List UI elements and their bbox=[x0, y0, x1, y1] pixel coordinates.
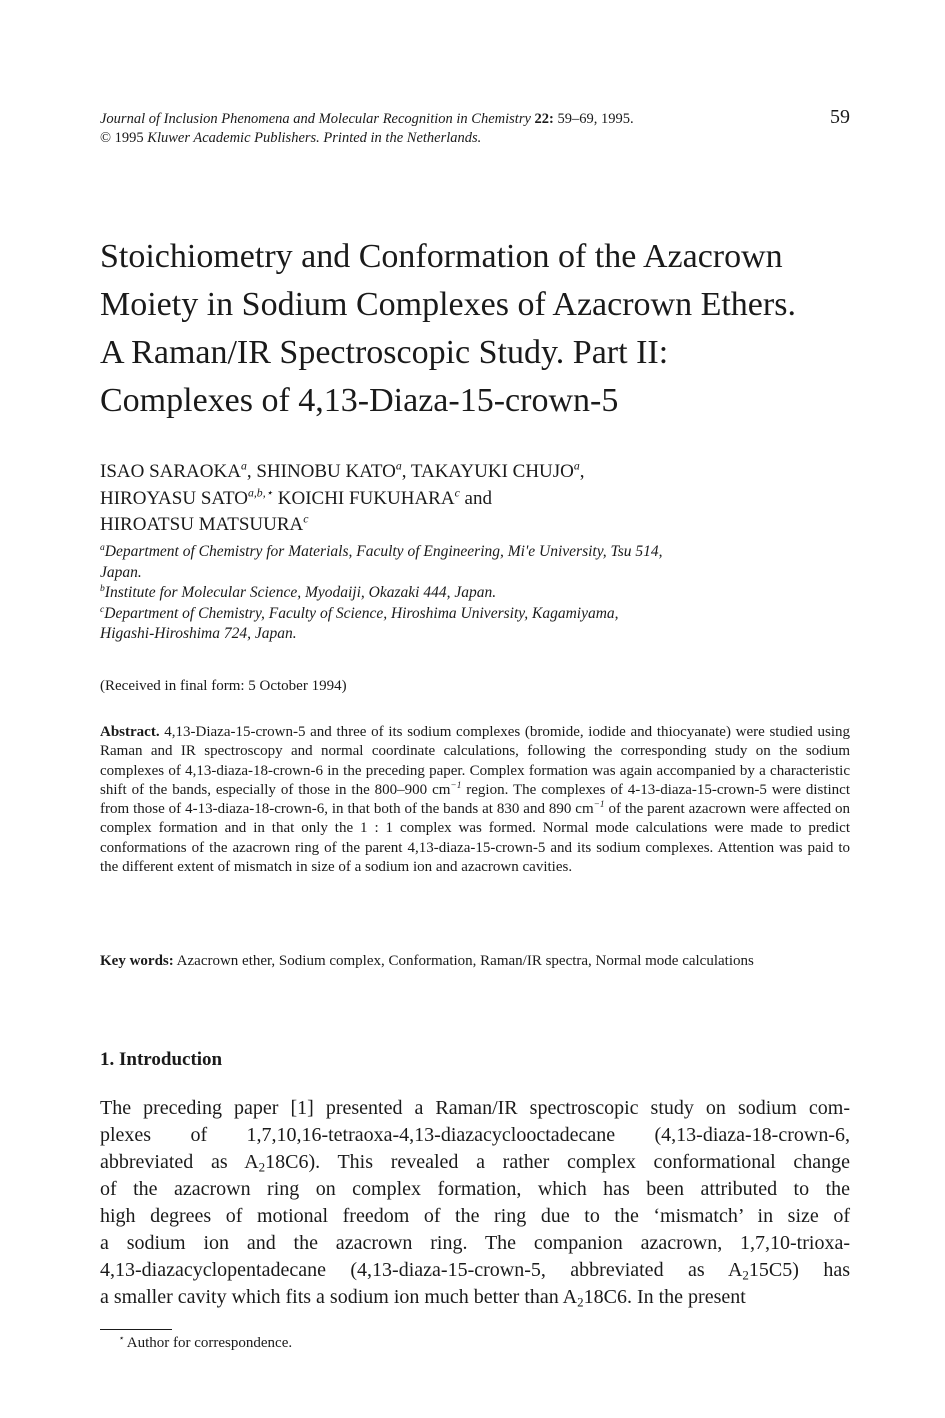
unit-sup: −1 bbox=[593, 800, 605, 811]
body-text: a smaller cavity which fits a sodium ion much better than A bbox=[100, 1286, 578, 1308]
subscript: 2 bbox=[577, 1294, 584, 1310]
body-line: of the azacrown ring on complex formation, which has been attributed to the bbox=[100, 1178, 850, 1200]
affil-sup: a bbox=[100, 541, 105, 553]
abstract-text: region. The complexes of 4-13-diaza-15-crown-5 were distinct from those of 4-13-diaza-18-crown-6, in that both of the bands at 830 and 890 cm bbox=[100, 781, 850, 818]
title-line: Moiety in Sodium Complexes of Azacrown Ethers. bbox=[100, 286, 796, 323]
footnote-text: Author for correspondence. bbox=[123, 1335, 293, 1351]
author-sup: a,b,⋆ bbox=[247, 486, 273, 500]
affiliation-line: Higashi-Hiroshima 724, Japan. bbox=[100, 625, 297, 642]
footnote bbox=[118, 1335, 292, 1352]
abstract-text: 4,13-Diaza-15-crown-5 and three of its sodium complexes (bromide, iodide and thiocyanate) were studied using Raman and IR spectroscopy and normal coordinate calculations, following the corresponding study on the sodium complexes of 4,13-diaza-18-crown-6 in the preceding paper. Complex formation was again accompanied by a characteristic shift of the bands, especially of those in the 800–900 cm bbox=[100, 724, 850, 798]
copyright: © 1995 bbox=[100, 130, 148, 146]
title-line: Stoichiometry and Conformation of the Azacrown bbox=[100, 238, 783, 275]
body-line bbox=[100, 1284, 850, 1311]
publisher: Kluwer Academic Publishers. Printed in the Netherlands. bbox=[147, 130, 482, 146]
body-line bbox=[100, 1149, 850, 1176]
body-text: abbreviated as A bbox=[100, 1151, 259, 1173]
journal-citation bbox=[100, 110, 845, 129]
affiliation-text: Institute for Molecular Science, Myodaiji, Okazaki 444, Japan. bbox=[104, 584, 497, 601]
journal-pages: 59–69, 1995. bbox=[553, 111, 634, 127]
body-text: 18C6). This revealed a rather complex conformational change bbox=[265, 1151, 850, 1173]
keywords-text: Azacrown ether, Sodium complex, Conformation, Raman/IR spectra, Normal mode calculations bbox=[173, 953, 754, 969]
author-line bbox=[100, 512, 860, 539]
footnote-rule bbox=[100, 1329, 172, 1330]
author-sup: a bbox=[395, 459, 402, 473]
received-date: (Received in final form: 5 October 1994) bbox=[100, 678, 347, 694]
author-name: , SHINOBU KATO bbox=[246, 461, 396, 482]
author-name: HIROYASU SATO bbox=[100, 487, 248, 509]
paper-title bbox=[100, 233, 860, 425]
affiliation-text: Department of Chemistry for Materials, Faculty of Engineering, Mi'e University, Tsu 514, bbox=[104, 543, 663, 560]
author-name: HIROATSU MATSUURA bbox=[100, 514, 304, 535]
affil-sup: b bbox=[100, 582, 105, 594]
body-text: 15C5) has bbox=[748, 1259, 850, 1281]
body-line bbox=[100, 1257, 850, 1284]
affil-sup: c bbox=[100, 603, 105, 615]
journal-header bbox=[100, 110, 845, 148]
affiliation-text: Department of Chemistry, Faculty of Science, Hiroshima University, Kagamiyama, bbox=[104, 604, 619, 622]
author-sep: , bbox=[579, 461, 585, 482]
body-text: 18C6. In the present bbox=[583, 1286, 746, 1308]
author-sup: c bbox=[454, 486, 460, 500]
keywords bbox=[100, 952, 850, 971]
subscript: 2 bbox=[258, 1159, 266, 1175]
abstract-text: of the parent azacrown were affected on complex formation and in that only the 1 : 1 complex was formed. Normal mode calculations were made to predict conformations of the azacrown ring of the parent 4,13-diaza-15-crown-5 and its sodium complexes. Attention was paid to the different extent of mismatch in size of a sodium ion and azacrown cavities. bbox=[100, 801, 851, 876]
body-text: 4,13-diazacyclopentadecane (4,13-diaza-15-crown-5, abbreviated as A bbox=[100, 1259, 743, 1281]
unit-sup: −1 bbox=[450, 780, 462, 791]
footnote-mark: ⋆ bbox=[118, 1334, 124, 1344]
body-line: high degrees of motional freedom of the ring due to the ‘mismatch’ in size of bbox=[100, 1205, 850, 1227]
journal-volume: 22: bbox=[534, 111, 554, 127]
title-line: A Raman/IR Spectroscopic Study. Part II: bbox=[100, 334, 669, 371]
author-sup: c bbox=[303, 512, 309, 526]
body-line: plexes of 1,7,10,16-tetraoxa-4,13-diazacyclooctadecane (4,13-diaza-18-crown-6, bbox=[100, 1124, 850, 1146]
author-line bbox=[100, 459, 860, 486]
author-sup: a bbox=[573, 459, 580, 473]
author-name: KOICHI FUKUHARA bbox=[273, 487, 455, 509]
abstract-label: Abstract. bbox=[100, 724, 160, 740]
author-line bbox=[100, 486, 860, 513]
affiliation-line bbox=[100, 583, 860, 604]
keywords-label: Key words: bbox=[100, 953, 174, 969]
affiliation-line bbox=[100, 604, 860, 625]
author-name: ISAO SARAOKA bbox=[100, 461, 241, 482]
page-number: 59 bbox=[830, 106, 850, 128]
title-line: Complexes of 4,13-Diaza-15-crown-5 bbox=[100, 382, 619, 419]
body-line: a sodium ion and the azacrown ring. The companion azacrown, 1,7,10-trioxa- bbox=[100, 1232, 850, 1254]
journal-name: Journal of Inclusion Phenomena and Molecular Recognition in Chemistry bbox=[100, 111, 531, 127]
affiliation-line bbox=[100, 542, 860, 563]
copyright-line bbox=[100, 129, 845, 148]
author-sep: and bbox=[459, 487, 492, 509]
body-line: The preceding paper [1] presented a Raman/IR spectroscopic study on sodium com- bbox=[100, 1097, 850, 1119]
author-list bbox=[100, 459, 860, 539]
introduction-text bbox=[100, 1095, 850, 1311]
affiliation-line: Japan. bbox=[100, 563, 142, 581]
section-heading: 1. Introduction bbox=[100, 1049, 223, 1070]
author-name: , TAKAYUKI CHUJO bbox=[401, 461, 574, 482]
affiliations bbox=[100, 542, 860, 645]
subscript: 2 bbox=[742, 1267, 749, 1283]
author-sup: a bbox=[240, 459, 247, 473]
abstract bbox=[100, 723, 850, 877]
